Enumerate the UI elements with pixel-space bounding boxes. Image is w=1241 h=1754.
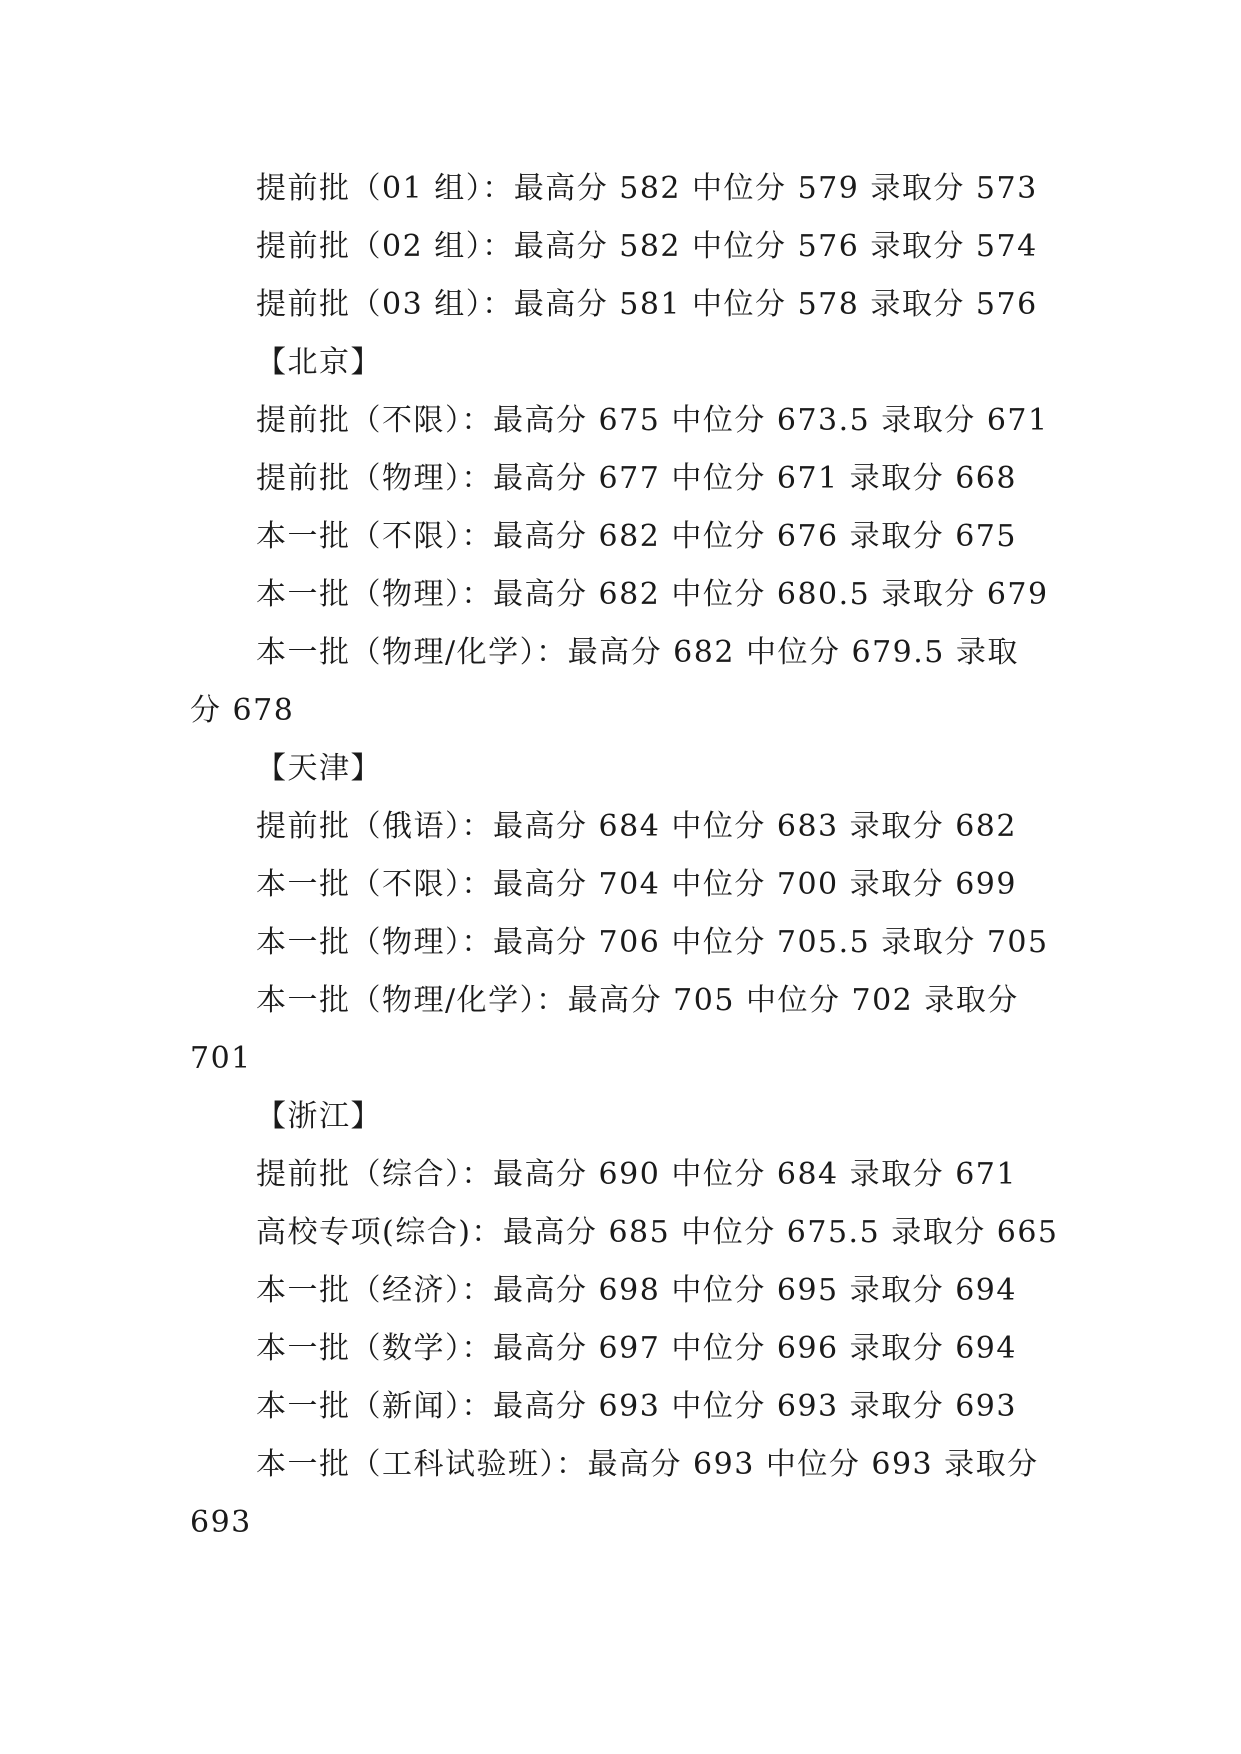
region-heading-zhejiang: 【浙江】 [256,1099,382,1134]
score-line: 提前批（综合）：最高分 690 中位分 684 录取分 671 [256,1157,1017,1192]
score-line: 本一批（不限）：最高分 704 中位分 700 录取分 699 [256,867,1017,902]
score-text-block [190,160,1070,1552]
score-line-continuation: 分 678 [190,693,295,728]
region-heading-beijing: 【北京】 [256,345,382,380]
score-line: 高校专项(综合)：最高分 685 中位分 675.5 录取分 665 [256,1215,1059,1250]
score-line: 提前批（不限）：最高分 675 中位分 673.5 录取分 671 [256,403,1049,438]
score-line: 提前批（物理）：最高分 677 中位分 671 录取分 668 [256,461,1017,496]
region-heading-tianjin: 【天津】 [256,751,382,786]
score-line: 提前批（俄语）：最高分 684 中位分 683 录取分 682 [256,809,1017,844]
score-line-continuation: 701 [190,1041,252,1076]
score-line-continuation: 693 [190,1505,252,1540]
score-line: 本一批（物理）：最高分 682 中位分 680.5 录取分 679 [256,577,1049,612]
score-line: 本一批（物理/化学）：最高分 705 中位分 702 录取分 [256,983,1019,1018]
score-line: 本一批（物理）：最高分 706 中位分 705.5 录取分 705 [256,925,1049,960]
score-line: 提前批（03 组）：最高分 581 中位分 578 录取分 576 [256,287,1038,322]
score-line: 本一批（工科试验班）：最高分 693 中位分 693 录取分 [256,1447,1039,1482]
score-line: 本一批（物理/化学）：最高分 682 中位分 679.5 录取 [256,635,1019,670]
score-line: 本一批（不限）：最高分 682 中位分 676 录取分 675 [256,519,1017,554]
score-line: 提前批（02 组）：最高分 582 中位分 576 录取分 574 [256,229,1038,264]
score-line: 提前批（01 组）：最高分 582 中位分 579 录取分 573 [256,171,1038,206]
score-line: 本一批（经济）：最高分 698 中位分 695 录取分 694 [256,1273,1017,1308]
score-line: 本一批（新闻）：最高分 693 中位分 693 录取分 693 [256,1389,1017,1424]
score-line: 本一批（数学）：最高分 697 中位分 696 录取分 694 [256,1331,1017,1366]
